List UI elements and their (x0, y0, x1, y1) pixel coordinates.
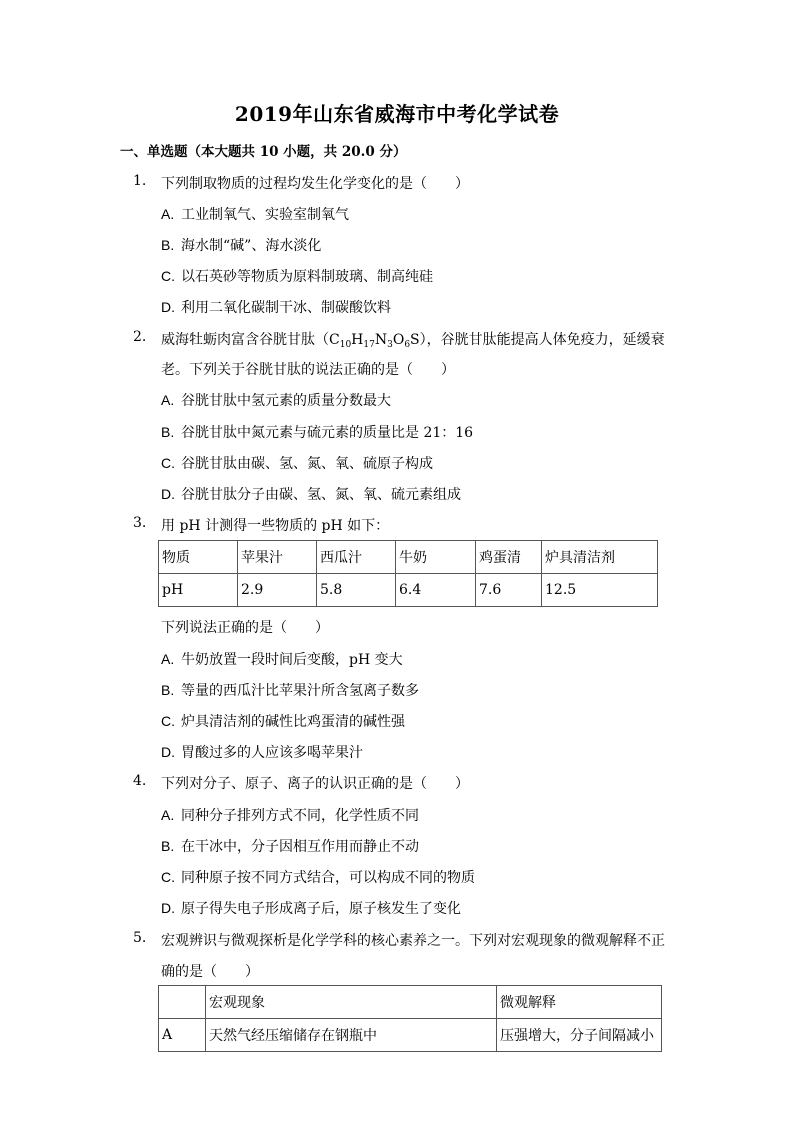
table-cell: 物质 (159, 541, 238, 574)
formula-o: O (392, 332, 405, 348)
question-number: 1. (133, 173, 147, 189)
option-letter: A. (161, 206, 175, 222)
option-a (161, 649, 403, 669)
option-letter: B. (161, 424, 175, 440)
table-cell: 牛奶 (396, 541, 476, 574)
table-cell: 7.6 (476, 574, 542, 607)
table-cell: 6.4 (396, 574, 476, 607)
option-letter: D. (161, 744, 175, 760)
option-text: 炉具清洁剂的碱性比鸡蛋清的碱性强 (181, 714, 405, 730)
question-text: 用 pH 计测得一些物质的 pH 如下： (161, 518, 390, 534)
table-cell: 12.5 (542, 574, 658, 607)
option-text: 海水制“碱”、海水淡化 (181, 238, 322, 254)
table-cell: 压强增大，分子间隔减小 (497, 1019, 662, 1052)
option-letter: C. (161, 869, 175, 885)
option-text: 工业制氧气、实验室制氧气 (181, 207, 349, 223)
table-cell (159, 986, 206, 1019)
option-d (161, 742, 363, 762)
option-c (161, 453, 433, 473)
table-header-row (159, 541, 658, 574)
table-row (159, 1019, 662, 1052)
formula-sub: 17 (363, 340, 375, 350)
question-number: 2. (133, 329, 147, 345)
option-b (161, 836, 419, 856)
question-text-continued: 老。下列关于谷胱甘肽的说法正确的是（ ） (161, 362, 455, 378)
table-cell: 天然气经压缩储存在钢瓶中 (206, 1019, 497, 1052)
option-a (161, 805, 419, 825)
option-text: 以石英砂等物质为原料制玻璃、制高纯硅 (181, 269, 433, 285)
section-heading: 一、单选题（本大题共 10 小题，共 20.0 分） (120, 144, 407, 160)
option-letter: A. (161, 807, 175, 823)
option-letter: C. (161, 713, 175, 729)
formula-post: S），谷胱甘肽能提高人体免疫力，延缓衰 (410, 332, 665, 348)
table-cell: 苹果汁 (238, 541, 317, 574)
option-d (161, 484, 461, 504)
option-b (161, 680, 419, 700)
explanation-table (158, 985, 662, 1052)
option-d (161, 297, 391, 317)
table-cell: 微观解释 (497, 986, 662, 1019)
option-letter: B. (161, 682, 175, 698)
formula-n: N (374, 332, 388, 348)
table-header-row (159, 986, 662, 1019)
option-text: 原子得失电子形成离子后，原子核发生了变化 (181, 901, 461, 917)
option-letter: C. (161, 268, 175, 284)
table-row (159, 574, 658, 607)
option-a (161, 390, 391, 410)
question-number: 3. (133, 515, 147, 531)
option-letter: B. (161, 838, 175, 854)
option-letter: D. (161, 900, 175, 916)
option-text: 在干冰中，分子因相互作用而静止不动 (181, 839, 419, 855)
question-text: 宏观辨识与微观探析是化学学科的核心素养之一。下列对宏观现象的微观解释不正 (161, 933, 665, 949)
formula-sub: 3 (387, 340, 393, 350)
option-d (161, 898, 461, 918)
option-text: 谷胱甘肽分子由碳、氢、氮、氧、硫元素组成 (181, 487, 461, 503)
table-cell: 鸡蛋清 (476, 541, 542, 574)
option-c (161, 711, 405, 731)
table-cell: pH (159, 574, 238, 607)
question-number: 5. (133, 930, 147, 946)
question-text-continued: 下列说法正确的是（ ） (161, 620, 329, 636)
option-text: 同种分子排列方式不同，化学性质不同 (181, 808, 419, 824)
option-c (161, 266, 433, 286)
question-number: 4. (133, 773, 147, 789)
option-letter: D. (161, 486, 175, 502)
option-text: 谷胱甘肽由碳、氢、氮、氧、硫原子构成 (181, 456, 433, 472)
option-text: 利用二氧化碳制干冰、制碳酸饮料 (181, 300, 391, 316)
table-cell: 2.9 (238, 574, 317, 607)
option-c (161, 867, 475, 887)
option-text: 谷胱甘肽中氢元素的质量分数最大 (181, 393, 391, 409)
option-b (161, 422, 473, 442)
option-a (161, 204, 349, 224)
ph-table (158, 540, 658, 607)
formula-sub: 10 (339, 340, 352, 350)
option-letter: D. (161, 299, 175, 315)
option-text: 等量的西瓜汁比苹果汁所含氢离子数多 (181, 683, 419, 699)
question-text: 下列对分子、原子、离子的认识正确的是（ ） (161, 776, 469, 792)
option-letter: A. (161, 392, 175, 408)
question-text-continued: 确的是（ ） (161, 964, 259, 980)
table-cell: 宏观现象 (206, 986, 497, 1019)
option-text: 同种原子按不同方式结合，可以构成不同的物质 (181, 870, 475, 886)
formula-pre: 威海牡蛎肉富含谷胱甘肽（C (161, 332, 340, 348)
table-cell: 5.8 (317, 574, 396, 607)
option-letter: A. (161, 651, 175, 667)
formula-h: H (351, 332, 364, 348)
option-letter: B. (161, 237, 175, 253)
option-text: 牛奶放置一段时间后变酸，pH 变大 (181, 652, 403, 668)
exam-title: 2019年山东省威海市中考化学试卷 (234, 102, 560, 126)
table-cell: 炉具清洁剂 (542, 541, 658, 574)
option-text: 谷胱甘肽中氮元素与硫元素的质量比是 21：16 (181, 425, 474, 441)
table-cell: A (159, 1019, 206, 1052)
option-b (161, 235, 321, 255)
formula-sub: 6 (404, 340, 411, 350)
question-text: 下列制取物质的过程均发生化学变化的是（ ） (161, 176, 469, 192)
table-cell: 西瓜汁 (317, 541, 396, 574)
option-letter: C. (161, 455, 175, 471)
question-text (161, 329, 665, 350)
option-text: 胃酸过多的人应该多喝苹果汁 (181, 745, 363, 761)
